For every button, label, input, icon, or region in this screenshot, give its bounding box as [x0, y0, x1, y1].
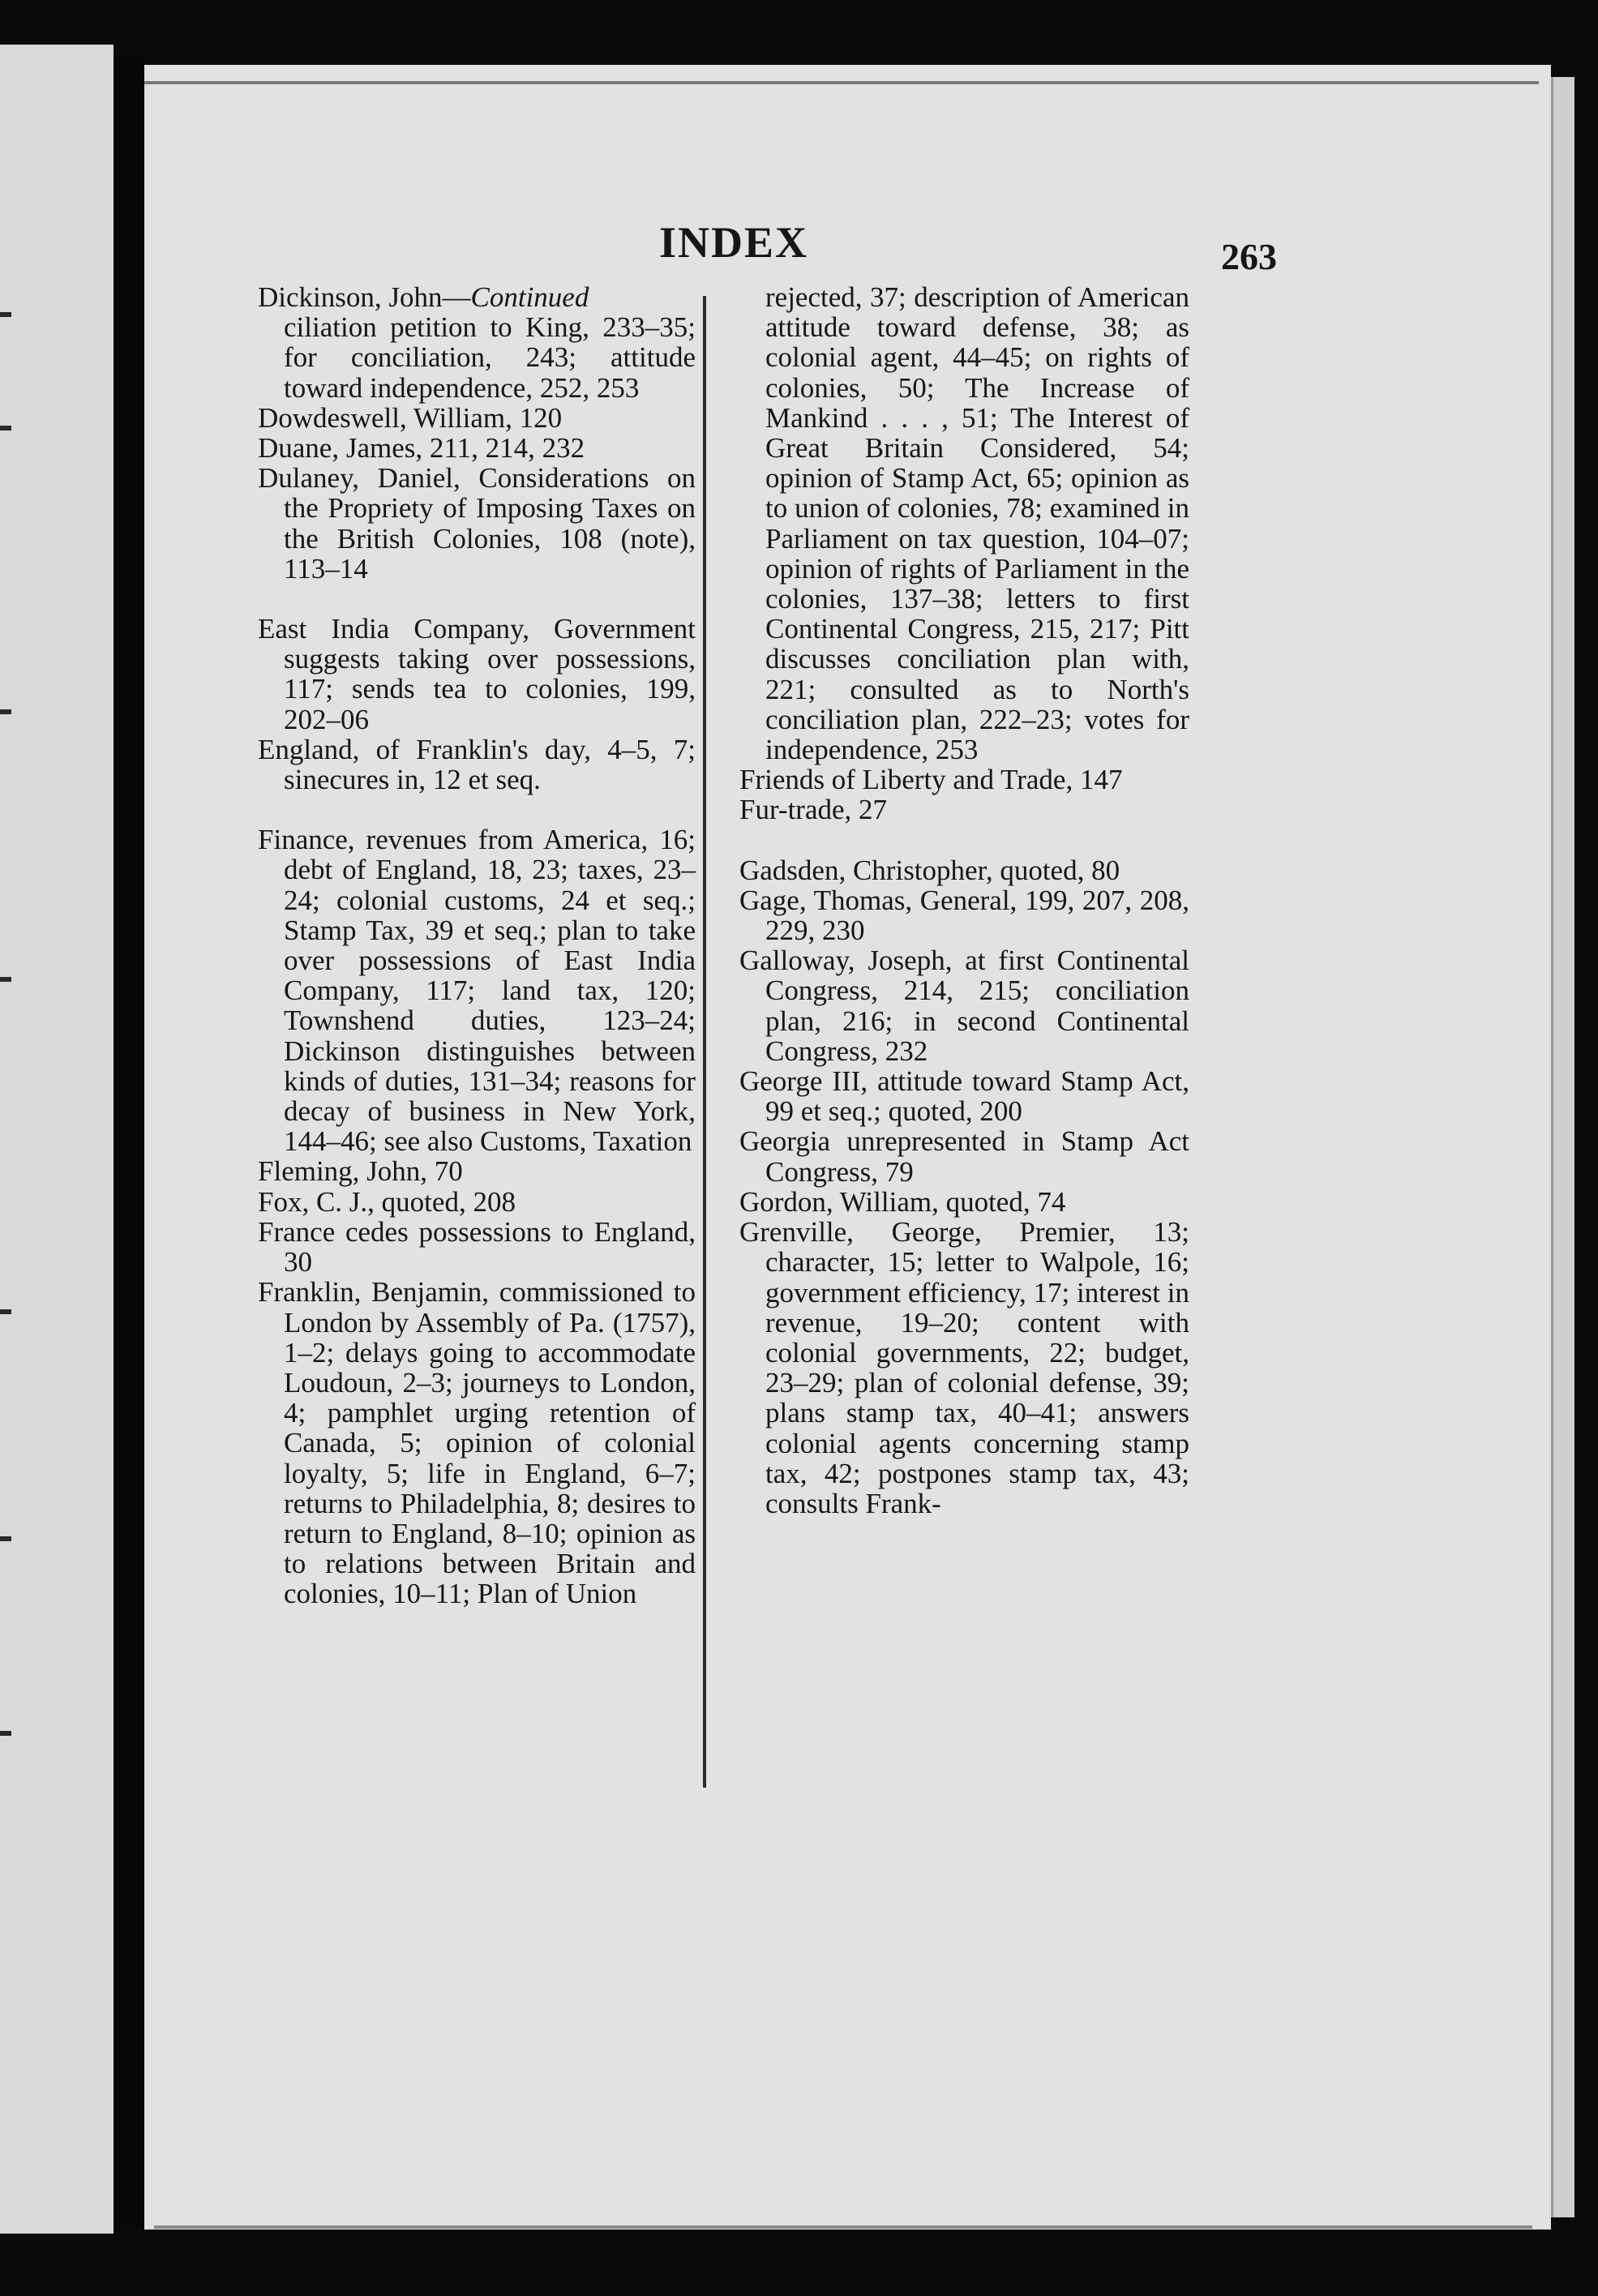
adjacent-page-mark [0, 1536, 11, 1541]
index-entry: France cedes possessions to England, 30 [258, 1215, 696, 1279]
index-entry: East India Company, Government suggests taking over possessions, 117; sends tea to colonies, 199, 202–06 [258, 613, 696, 735]
index-entry: England, of Franklin's day, 4–5, 7; sinecures in, 12 et seq. [258, 733, 696, 796]
index-entry: Georgia unrepresented in Stamp Act Congress, 79 [739, 1125, 1189, 1188]
adjacent-page-mark [0, 1731, 11, 1736]
index-entry-continuation: rejected, 37; description of American attitude toward defense, 38; as colonial agent, 44–45; on rights of colonies, 50; The Increase of Mankind . . . , 51; The Interest of Great Britain Considered, 54; opinion of Stamp Act, 65; opinion as to union of colonies, 78; examined in Parliament on tax question, 104–07; opinion of rights of Parliament in the colonies, 137–38; letters to first Continental Congress, 215, 217; Pitt discusses conciliation plan with, 221; consulted as to North's conciliation plan, 222–23; votes for independence, 253 [765, 281, 1189, 766]
index-entry: Franklin, Benjamin, commissioned to London by Assembly of Pa. (1757), 1–2; delays going to accommodate Loudoun, 2–3; journeys to London, 4; pamphlet urging retention of Canada, 5; opinion of colonial loyalty, 5; life in England, 6–7; returns to Philadelphia, 8; desires to return to England, 8–10; opinion as to relations between Britain and colonies, 10–11; Plan of Union [258, 1276, 696, 1610]
page-number: 263 [1221, 236, 1277, 277]
index-entry: Gadsden, Christopher, quoted, 80 [739, 854, 1120, 886]
page-title: INDEX [658, 218, 809, 267]
adjacent-page-mark [0, 426, 11, 430]
bottom-rule [154, 2225, 1532, 2229]
index-continued-label: Continued [470, 281, 589, 313]
index-entry: Gage, Thomas, General, 199, 207, 208, 229, 230 [739, 884, 1189, 947]
index-entry: Dulaney, Daniel, Considerations on the Propriety of Imposing Taxes on the British Colonies, 108 (note), 113–14 [258, 462, 696, 585]
column-divider [703, 296, 706, 1788]
top-rule [144, 81, 1539, 84]
index-entry: Fox, C. J., quoted, 208 [258, 1185, 516, 1218]
index-entry: Friends of Liberty and Trade, 147 [739, 764, 1123, 796]
index-entry: Finance, revenues from America, 16; debt of England, 18, 23; taxes, 23–24; colonial customs, 24 et seq.; Stamp Tax, 39 et seq.; plan to take over possessions of East India Company, 117; land tax, 120; Townshend duties, 123–24; Dickinson distinguishes between kinds of duties, 131–34; reasons for decay of business in New York, 144–46; see also Customs, Taxation [258, 824, 696, 1158]
index-entry-continuation: ciliation petition to King, 233–35; for conciliation, 243; attitude toward independence, 252, 253 [284, 311, 696, 404]
page-edge [1551, 77, 1574, 2217]
adjacent-page-mark [0, 1309, 11, 1314]
index-entry: Fleming, John, 70 [258, 1155, 463, 1188]
index-entry: Fur-trade, 27 [739, 794, 888, 826]
index-entry: Duane, James, 211, 214, 232 [258, 432, 585, 465]
index-entry-dickinson [258, 282, 696, 312]
index-entry: Gordon, William, quoted, 74 [739, 1185, 1066, 1218]
adjacent-page-mark [0, 709, 11, 714]
index-headword: Dickinson, John— [258, 281, 471, 313]
index-column-left [258, 282, 696, 1609]
index-entry: George III, attitude toward Stamp Act, 99 et seq.; quoted, 200 [739, 1065, 1189, 1128]
book-binding [114, 57, 144, 2230]
index-entry: Dowdeswell, William, 120 [258, 401, 563, 434]
adjacent-page-strip [0, 45, 114, 2234]
index-entry: Grenville, George, Premier, 13; character, 15; letter to Walpole, 16; government efficiency, 17; interest in revenue, 19–20; content with colonial governments, 22; budget, 23–29; plan of colonial defense, 39; plans stamp tax, 40–41; answers colonial agents concerning stamp tax, 42; postpones stamp tax, 43; consults Frank- [739, 1216, 1189, 1519]
index-entry: Galloway, Joseph, at first Continental Congress, 214, 215; conciliation plan, 216; in second Continental Congress, 232 [739, 945, 1189, 1067]
adjacent-page-mark [0, 977, 11, 982]
adjacent-page-mark [0, 312, 11, 317]
index-column-right [739, 282, 1189, 1519]
